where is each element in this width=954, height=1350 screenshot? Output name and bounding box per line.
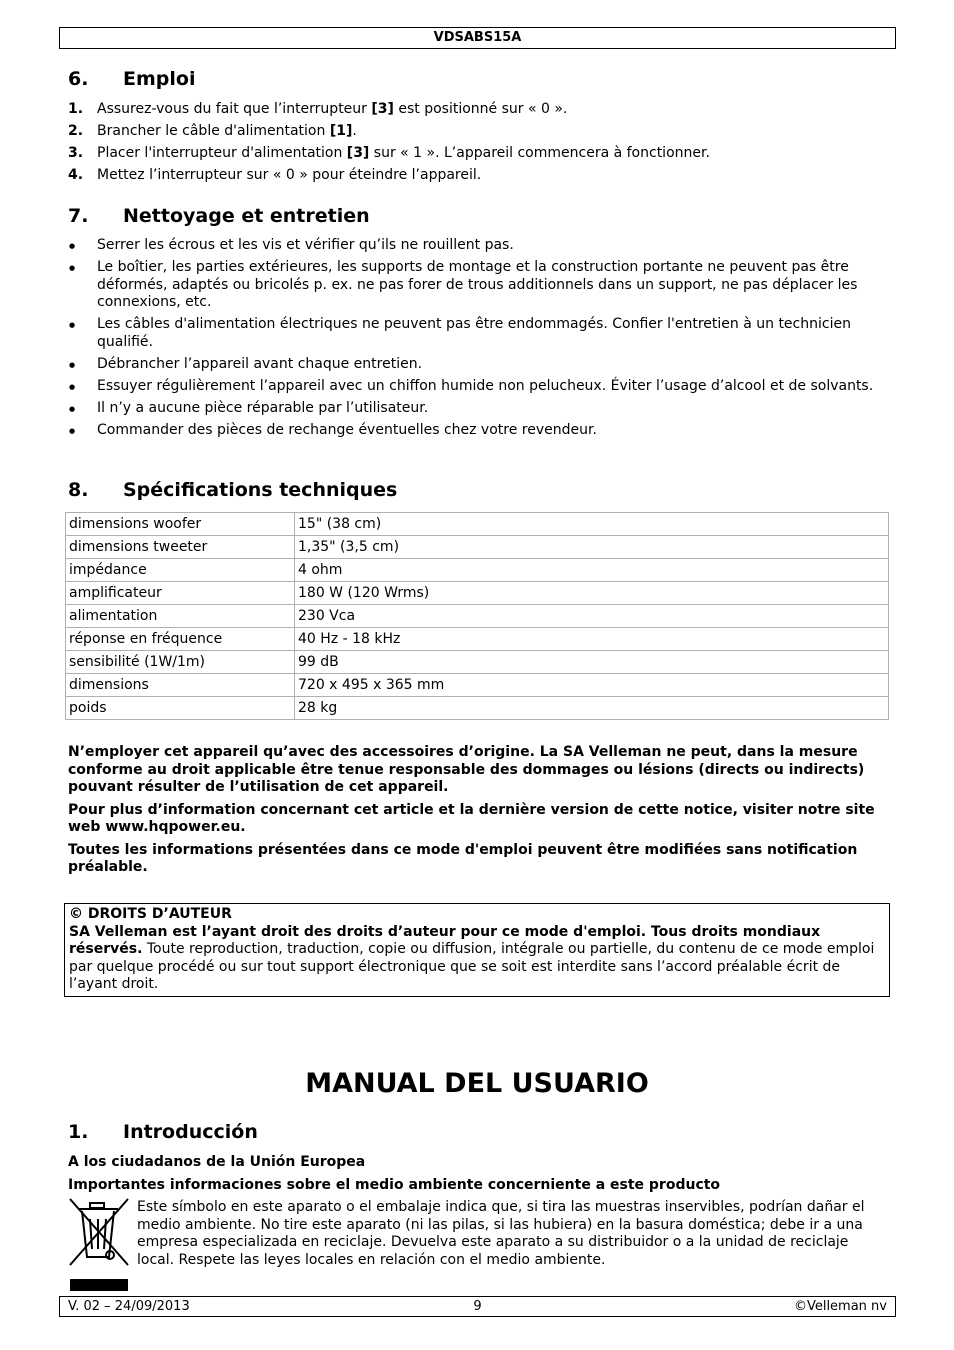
- section-number: 1.: [68, 1121, 89, 1143]
- list-item: [68, 166, 888, 184]
- header-model: VDSABS15A: [433, 30, 522, 45]
- spec-value: 15" (38 cm): [295, 513, 889, 536]
- step-text: .: [352, 123, 357, 139]
- step-number: 4.: [68, 167, 84, 183]
- page-footer: [59, 1296, 896, 1317]
- section-7-heading: [68, 205, 370, 227]
- table-row: [66, 605, 889, 628]
- subheading-eu: A los ciudadanos de la Unión Europea: [68, 1154, 366, 1170]
- spec-value: 1,35" (3,5 cm): [295, 536, 889, 559]
- step-ref: [3]: [346, 145, 370, 161]
- list-item: [68, 144, 888, 162]
- table-row: [66, 582, 889, 605]
- list-item: ● Le boîtier, les parties extérieures, les supports de montage et la construction portante ne peuvent pas être déformés, adaptés ou bricolés p. ex. ne pas forer de trous additionnels dans un support, ne pas déplacer les connexions, etc.: [68, 259, 890, 312]
- table-row: [66, 536, 889, 559]
- spec-key: amplificateur: [66, 582, 295, 605]
- copyright-body: [69, 924, 884, 994]
- step-text: Brancher le câble d'alimentation: [97, 123, 330, 139]
- footer-version: V. 02 – 24/09/2013: [68, 1299, 190, 1314]
- section-number: 6.: [68, 68, 89, 90]
- section-title: Spécifications techniques: [123, 479, 398, 501]
- table-row: [66, 651, 889, 674]
- spec-value: 99 dB: [295, 651, 889, 674]
- section-title: Emploi: [123, 68, 196, 90]
- notice-paragraph: N’employer cet appareil qu’avec des accessoires d’origine. La SA Velleman ne peut, dans la mesure conforme au droit applicable être tenue responsable des dommages ou lésions (directs ou indirects) pouvant résulter de l’utilisation de cet appareil.: [68, 744, 865, 795]
- spec-value: 40 Hz - 18 kHz: [295, 628, 889, 651]
- spec-key: réponse en fréquence: [66, 628, 295, 651]
- section-8-heading: [68, 479, 397, 501]
- list-item: ● Il n’y a aucune pièce réparable par l’utilisateur.: [68, 400, 890, 418]
- copyright-bold: SA Velleman est l’ayant droit des droits d’auteur pour ce mode d'emploi. Tous droits mondiaux réservés.: [69, 923, 821, 957]
- usage-steps: [68, 100, 888, 188]
- list-item: [68, 122, 888, 140]
- list-item: ● Les câbles d'alimentation électriques ne peuvent pas être endommagés. Confier l'entretien à un technicien qualifié.: [68, 316, 890, 351]
- maintenance-list: [68, 237, 890, 444]
- weee-bin-icon: [68, 1197, 132, 1299]
- notice-paragraph: Toutes les informations présentées dans ce mode d'emploi peuvent être modifiées sans notification préalable.: [68, 841, 858, 875]
- manual-title: MANUAL DEL USUARIO: [305, 1068, 649, 1099]
- section-title: Nettoyage et entretien: [123, 205, 370, 227]
- list-item: ● Commander des pièces de rechange éventuelles chez votre revendeur.: [68, 422, 890, 440]
- step-text: Placer l'interrupteur d'alimentation: [97, 145, 347, 161]
- table-row: [66, 559, 889, 582]
- list-item: ● Essuyer régulièrement l’appareil avec un chiffon humide non pelucheux. Éviter l’usage d’alcool et de solvants.: [68, 378, 890, 396]
- spec-table: [65, 512, 889, 720]
- spec-key: alimentation: [66, 605, 295, 628]
- section-6-heading: [68, 68, 195, 90]
- section-number: 7.: [68, 205, 89, 227]
- spec-key: dimensions tweeter: [66, 536, 295, 559]
- section-1-heading: [68, 1121, 258, 1143]
- section-number: 8.: [68, 479, 89, 501]
- step-text: sur « 1 ». L’appareil commencera à fonctionner.: [369, 145, 710, 161]
- step-number: 2.: [68, 123, 84, 139]
- spec-key: impédance: [66, 559, 295, 582]
- section-title: Introducción: [123, 1121, 258, 1143]
- spec-key: dimensions woofer: [66, 513, 295, 536]
- copyright-title: © DROITS D’AUTEUR: [69, 906, 232, 922]
- table-row: [66, 674, 889, 697]
- spec-value: 28 kg: [295, 697, 889, 720]
- spec-key: sensibilité (1W/1m): [66, 651, 295, 674]
- copyright-text: Toute reproduction, traduction, copie ou diffusion, intégrale ou partielle, du contenu de ce mode emploi par quelque procédé ou sur tout support électronique que se soit est interdite sans l’accord préalable écrit de l’ayant droit.: [69, 941, 875, 992]
- spec-value: 720 x 495 x 365 mm: [295, 674, 889, 697]
- weee-paragraph: Este símbolo en este aparato o el embalaje indica que, si tira las muestras inservibles, podrían dañar el medio ambiente. No tire este aparato (ni las pilas, si las hubiera) en la basura doméstica; debe ir a una empresa especializada en reciclaje. Devuelva este aparato a su distribuidor o a la unidad de reciclaje local. Respete las leyes locales en relación con el medio ambiente.: [137, 1199, 865, 1268]
- step-number: 1.: [68, 101, 84, 117]
- spec-value: 230 Vca: [295, 605, 889, 628]
- table-row: [66, 628, 889, 651]
- subheading-environment: Importantes informaciones sobre el medio ambiente concerniente a este producto: [68, 1177, 721, 1193]
- notices: [68, 744, 890, 882]
- notice-paragraph: Pour plus d’information concernant cet article et la dernière version de cette notice, visiter notre site web www.hqpower.eu.: [68, 801, 875, 835]
- spec-key: poids: [66, 697, 295, 720]
- table-row: [66, 513, 889, 536]
- step-ref: [3]: [371, 101, 394, 117]
- table-row: [66, 697, 889, 720]
- spec-value: 180 W (120 Wrms): [295, 582, 889, 605]
- footer-brand: ©Velleman nv: [793, 1299, 887, 1314]
- list-item: ● Débrancher l’appareil avant chaque entretien.: [68, 356, 890, 374]
- step-ref: [1]: [329, 123, 353, 139]
- spec-key: dimensions: [66, 674, 295, 697]
- page-header: [59, 27, 896, 49]
- step-text: est positionné sur « 0 ».: [393, 101, 568, 117]
- page-number: 9: [473, 1299, 482, 1314]
- step-text: Assurez-vous du fait que l’interrupteur: [97, 101, 372, 117]
- spec-value: 4 ohm: [295, 559, 889, 582]
- step-number: 3.: [68, 145, 84, 161]
- list-item: [68, 100, 888, 118]
- copyright-box: [64, 903, 890, 997]
- list-item: ● Serrer les écrous et les vis et vérifier qu’ils ne rouillent pas.: [68, 237, 890, 255]
- step-text: Mettez l’interrupteur sur « 0 » pour éteindre l’appareil.: [97, 167, 482, 183]
